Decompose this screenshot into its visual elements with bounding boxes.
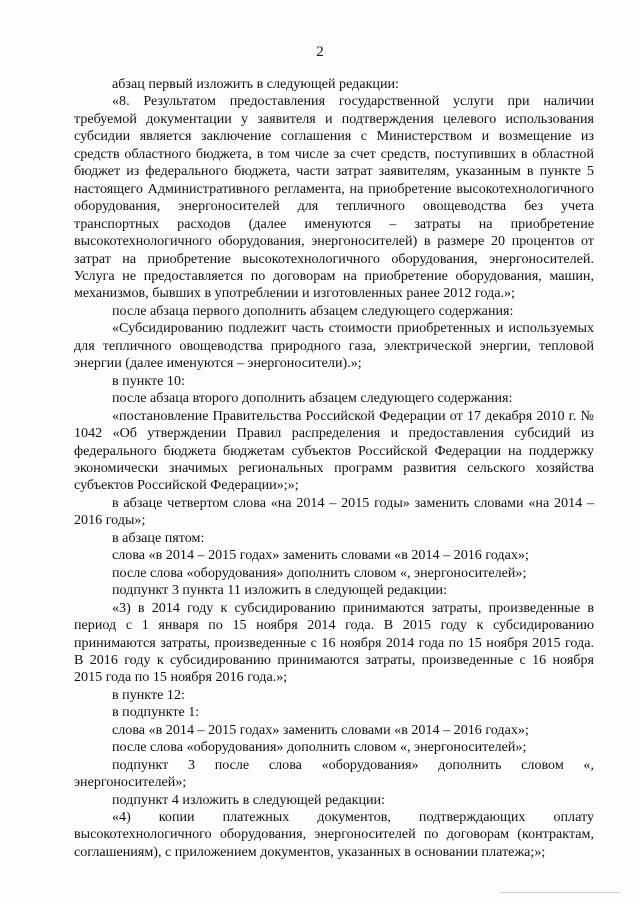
paragraph: в подпункте 1: bbox=[112, 704, 200, 721]
paragraph: слова «в 2014 – 2015 годах» заменить словами «в 2014 – 2016 годах»; bbox=[112, 721, 529, 738]
paragraph: после абзаца второго дополнить абзацем следующего содержания: bbox=[112, 390, 513, 407]
paragraph: «постановление Правительства Российской Федерации от 17 декабря 2010 г. № 1042 «Об утверждении Правил распределения и предоставления субсидий из федерального бюджета бюджетам субъектов Российской Федерации на поддержку экономически значимых региональных программ развития сельского хозяйства субъектов Российской Федерации»;»; bbox=[74, 407, 594, 494]
paragraph: «4) копии платежных документов, подтверждающих оплату высокотехнологичного оборудования, энергоносителей по договорам (контрактам, соглашениям), с приложением документов, указанных в основании платежа;»; bbox=[74, 809, 594, 860]
paragraph: «Субсидированию подлежит часть стоимости приобретенных и используемых для тепличного овощеводства природного газа, электрической энергии, тепловой энергии (далее именуются – энергоносители).»; bbox=[74, 320, 594, 372]
paragraph: в абзаце пятом: bbox=[112, 529, 205, 546]
paragraph: подпункт 3 пункта 11 изложить в следующей редакции: bbox=[112, 582, 448, 599]
paragraph: «3) в 2014 году к субсидированию принимаются затраты, произведенные в период с 1 января по 15 ноября 2014 года. В 2015 году к субсидированию принимаются затраты, произведенные с 16 ноября 2014 года по 15 ноября 2015 года. В 2016 году к субсидированию принимаются затраты, произведенные с 16 ноября 2015 года по 15 ноября 2016 года.»; bbox=[74, 599, 594, 686]
scan-edge-line bbox=[500, 892, 620, 893]
paragraph: абзац первый изложить в следующей редакции: bbox=[112, 76, 399, 92]
paragraph: в пункте 10: bbox=[112, 372, 185, 389]
paragraph: после абзаца первого дополнить абзацем следующего содержания: bbox=[112, 302, 514, 319]
paragraph: «8. Результатом предоставления государственной услуги при наличии требуемой документации у заявителя и подтверждения целевого использования субсидии является заключение соглашения с Министерством и возмещение из средств областного бюджета, в том числе за счет средств, поступивших в областной бюджет из федерального бюджета, части затрат заявителям, указанным в пункте 5 настоящего Административного регламента, на приобретение высокотехнологичного оборудования, энергоносителей для тепличного овощеводства без учета транспортных расходов (далее именуются – затраты на приобретение высокотехнологичного оборудования, энергоносителей) в размере 20 процентов от затрат на приобретение высокотехнологичного оборудования, энергоносителей. Услуга не предоставляется по договорам на приобретение оборудования, машин, механизмов, бывших в употреблении и изготовленных ранее 2012 года.»; bbox=[74, 93, 594, 302]
page-number: 2 bbox=[316, 44, 324, 60]
document-body bbox=[74, 76, 594, 861]
paragraph: подпункт 3 после слова «оборудования» дополнить словом «, энергоносителей»; bbox=[74, 756, 594, 791]
paragraph: после слова «оборудования» дополнить словом «, энергоносителей»; bbox=[112, 564, 527, 581]
paragraph: подпункт 4 изложить в следующей редакции: bbox=[112, 791, 386, 808]
paragraph: после слова «оборудования» дополнить словом «, энергоносителей»; bbox=[112, 739, 527, 756]
paragraph: слова «в 2014 – 2015 годах» заменить словами «в 2014 – 2016 годах»; bbox=[112, 547, 529, 564]
paragraph: в пункте 12: bbox=[112, 686, 185, 703]
paragraph: в абзаце четвертом слова «на 2014 – 2015 годы» заменить словами «на 2014 – 2016 годы»; bbox=[74, 494, 594, 529]
